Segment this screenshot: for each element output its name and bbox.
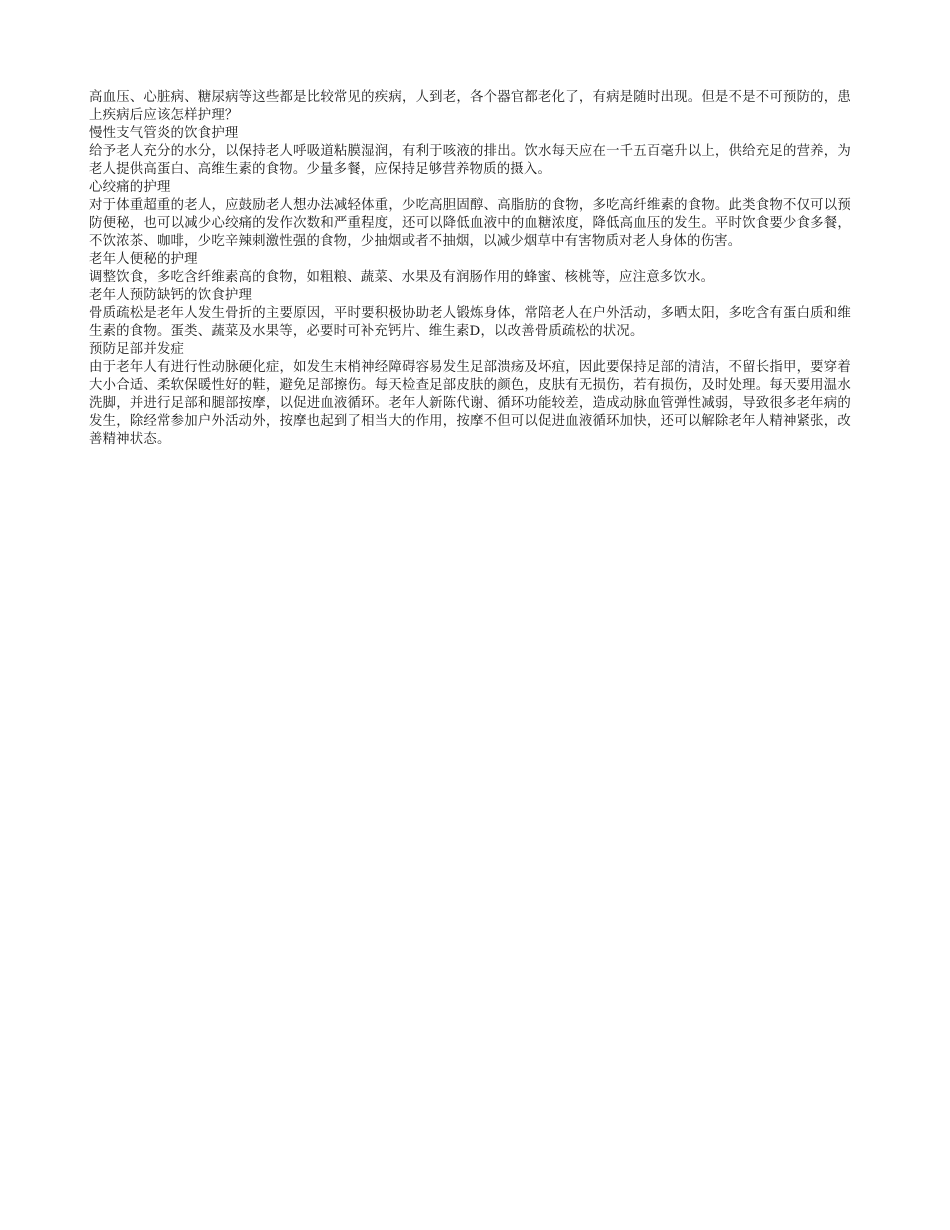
section-heading-constipation: 老年人便秘的护理 bbox=[89, 252, 198, 267]
section-body-bronchitis: 给予老人充分的水分，以保持老人呼吸道粘膜湿润，有利于咳液的排出。饮水每天应在一千五百毫升以上，供给充足的营养，为老人提供高蛋白、高维生素的食物。少量多餐，应保持足够营养物质的摄入。 bbox=[89, 144, 851, 177]
intro-paragraph: 高血压、心脏病、糖尿病等这些都是比较常见的疾病，人到老，各个器官都老化了，有病是随时出现。但是不是不可预防的，患上疾病后应该怎样护理？ bbox=[89, 90, 851, 123]
section-heading-angina: 心绞痛的护理 bbox=[89, 180, 171, 195]
section-body-angina: 对于体重超重的老人，应鼓励老人想办法减轻体重，少吃高胆固醇、高脂肪的食物，多吃高纤维素的食物。此类食物不仅可以预防便秘，也可以减少心绞痛的发作次数和严重程度，还可以降低血液中的血糖浓度，降低高血压的发生。平时饮食要少食多餐，不饮浓茶、咖啡，少吃辛辣刺激性强的食物，少抽烟或者不抽烟，以减少烟草中有害物质对老人身体的伤害。 bbox=[89, 198, 851, 249]
section-body-foot-care: 由于老年人有进行性动脉硬化症，如发生末梢神经障碍容易发生足部溃疡及坏疽，因此要保持足部的清洁，不留长指甲，要穿着大小合适、柔软保暖性好的鞋，避免足部擦伤。每天检查足部皮肤的颜色，皮肤有无损伤，若有损伤，及时处理。每天要用温水洗脚，并进行足部和腿部按摩，以促进血液循环。老年人新陈代谢、循环功能较差，造成动脉血管弹性减弱，导致很多老年病的发生，除经常参加户外活动外，按摩也起到了相当大的作用，按摩不但可以促进血液循环加快，还可以解除老年人精神紧张，改善精神状态。 bbox=[89, 360, 851, 447]
document-page bbox=[89, 89, 851, 449]
section-heading-bronchitis: 慢性支气管炎的饮食护理 bbox=[89, 126, 239, 141]
section-body-constipation: 调整饮食，多吃含纤维素高的食物，如粗粮、蔬菜、水果及有润肠作用的蜂蜜、核桃等，应注意多饮水。 bbox=[89, 270, 715, 285]
section-body-calcium: 骨质疏松是老年人发生骨折的主要原因，平时要积极协助老人锻炼身体，常陪老人在户外活动，多晒太阳，多吃含有蛋白质和维生素的食物。蛋类、蔬菜及水果等，必要时可补充钙片、维生素D，以改善骨质疏松的状况。 bbox=[89, 306, 851, 339]
section-heading-calcium: 老年人预防缺钙的饮食护理 bbox=[89, 288, 253, 303]
section-heading-foot-care: 预防足部并发症 bbox=[89, 342, 185, 357]
